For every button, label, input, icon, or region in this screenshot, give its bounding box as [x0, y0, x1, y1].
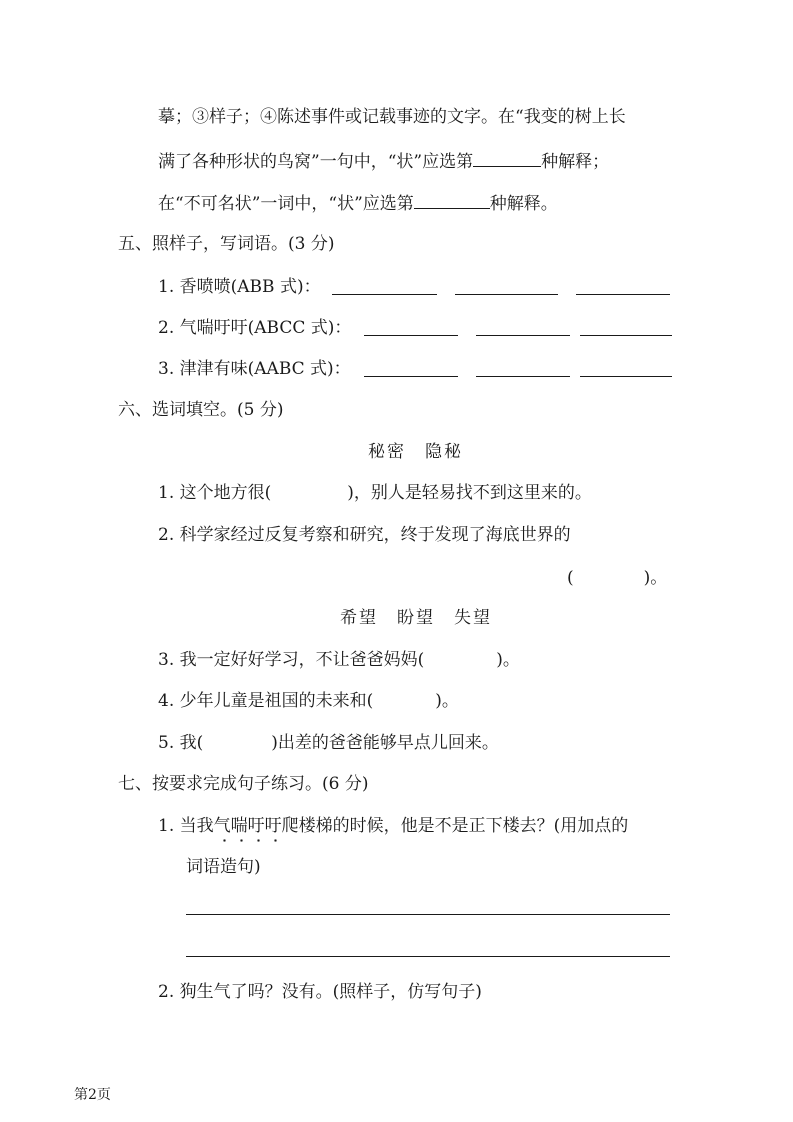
- intro-text-3b: 种解释。: [489, 194, 558, 214]
- q-text-a: 我一定好好学习，不让爸爸妈妈(: [179, 650, 425, 670]
- s5-1-blank-c[interactable]: [576, 276, 670, 295]
- s5-item-1: [158, 275, 321, 299]
- item-number: 3.: [158, 359, 175, 379]
- item-number: 2.: [158, 525, 175, 545]
- item-number: 2.: [158, 318, 175, 338]
- intro-text-2a: 满了各种形状的鸟窝”一句中，“状”应选第: [158, 152, 474, 172]
- section-6-title: 六、选词填空。(5 分): [118, 400, 284, 420]
- s7-q2: [158, 980, 482, 1004]
- s5-3-blank-a[interactable]: [364, 358, 458, 377]
- q-text-b: )。: [435, 691, 459, 711]
- s6-q2: [158, 523, 571, 547]
- page-number: 第2页: [74, 1087, 111, 1103]
- item-number: 1.: [158, 816, 175, 836]
- q-text-b: 爬楼梯的时候，他是不是正下楼去？(用加点的: [281, 816, 629, 836]
- answer-line-1[interactable]: [186, 914, 670, 915]
- s6-q3: [158, 648, 520, 672]
- q-text-a: 科学家经过反复考察和研究，终于发现了海底世界的: [179, 525, 571, 545]
- intro-line-3: [158, 190, 558, 216]
- item-number: 3.: [158, 650, 175, 670]
- q-text-a: 当我: [179, 816, 214, 836]
- answer-line-2[interactable]: [186, 956, 670, 957]
- item-text: 香喷喷(ABB 式)：: [179, 277, 321, 297]
- s6-q2-answer: [567, 566, 667, 590]
- dotted-words: 气喘吁吁: [213, 816, 282, 836]
- item-number: 1.: [158, 483, 175, 503]
- s6-q4: [158, 689, 459, 713]
- q-text-b: )，别人是轻易找不到这里来的。: [347, 483, 592, 503]
- section-5-title: 五、照样子，写词语。(3 分): [118, 234, 335, 254]
- q-text-a: 少年儿童是祖国的未来和(: [179, 691, 374, 711]
- item-text: 津津有味(AABC 式)：: [179, 359, 351, 379]
- s5-3-blank-c[interactable]: [580, 358, 672, 377]
- s5-1-blank-b[interactable]: [455, 276, 558, 295]
- intro-text-3a: 在“不可名状”一词中，“状”应选第: [158, 194, 414, 214]
- intro-line-2: [158, 148, 609, 174]
- q-text-a: 我(: [179, 733, 204, 753]
- section-7-title: 七、按要求完成句子练习。(6 分): [118, 774, 369, 794]
- word-bank-1: 秘密 隐秘: [368, 442, 463, 462]
- q-text-b: )。: [496, 650, 520, 670]
- s5-2-blank-b[interactable]: [476, 317, 570, 336]
- s6-q5: [158, 731, 499, 755]
- q-text-a: 这个地方很(: [179, 483, 272, 503]
- q-text: 狗生气了吗？没有。(照样子，仿写句子): [179, 982, 482, 1002]
- s6-q1: [158, 481, 592, 505]
- intro-line-1: [158, 105, 626, 129]
- item-number: 4.: [158, 691, 175, 711]
- paren-close: )。: [643, 568, 668, 588]
- item-number: 1.: [158, 277, 175, 297]
- s5-item-3: [158, 357, 351, 381]
- answer-blank-1[interactable]: [473, 148, 541, 167]
- item-number: 5.: [158, 733, 175, 753]
- s5-1-blank-a[interactable]: [332, 276, 437, 295]
- intro-text-1: 摹；③样子；④陈述事件或记载事迹的文字。在“我变的树上长: [158, 107, 626, 127]
- s5-2-blank-a[interactable]: [364, 317, 458, 336]
- answer-blank-2[interactable]: [414, 190, 490, 209]
- s7-q1-cont: 词语造句): [186, 857, 261, 877]
- item-text: 气喘吁吁(ABCC 式)：: [179, 318, 352, 338]
- s7-q1: [158, 814, 628, 838]
- paren-open: (: [567, 568, 574, 588]
- intro-text-2b: 种解释；: [541, 152, 610, 172]
- item-number: 2.: [158, 982, 175, 1002]
- s5-3-blank-b[interactable]: [476, 358, 570, 377]
- word-bank-2: 希望 盼望 失望: [340, 608, 492, 628]
- s5-item-2: [158, 316, 351, 340]
- s5-2-blank-c[interactable]: [580, 317, 672, 336]
- q-text-b: )出差的爸爸能够早点儿回来。: [271, 733, 499, 753]
